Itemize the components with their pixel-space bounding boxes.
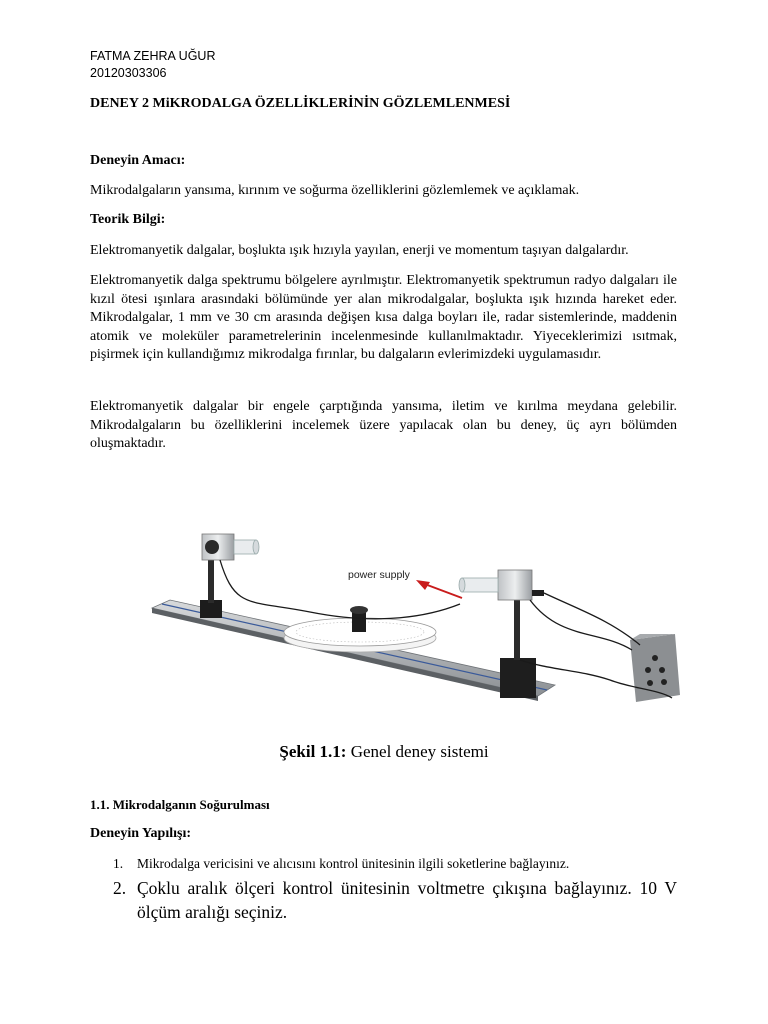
figure-caption <box>0 742 768 762</box>
subsection-heading: 1.1. Mikrodalganın Soğurulması <box>90 797 270 812</box>
caption-label: Şekil 1.1: <box>279 742 347 761</box>
list-item <box>113 877 677 924</box>
setup-heading: Deneyin Yapılışı: <box>90 826 191 841</box>
theory-paragraph-2: Elektromanyetik dalga spektrumu bölgelere ayrılmıştır. Elektromanyetik spektrumun radyo dalgaları ile kızıl ötesi ışınlara arasındaki bölümünde yer alan mikrodalgalar, boşlukta ışık hızında hareket eder. Mikrodalgalar, 1 mm ve 30 cm arasında değişen kısa dalga boyları ile, radar sistemlerinde, maddenin atomik ve moleküler parametrelerinin incelenmesinde kullanılmaktadır. Yiyeceklerimizi ısıtmak, pişirmek için kullandığımız mikrodalga fırınlar, bu dalgaların evlerimizdeki uygulamasıdır. <box>90 273 677 363</box>
author-name: FATMA ZEHRA UĞUR <box>90 49 216 63</box>
list-item-number: 2. <box>113 878 127 898</box>
aim-text: Mikrodalgaların yansıma, kırınım ve soğurma özelliklerini gözlemlemek ve açıklamak. <box>90 183 580 198</box>
power-supply-label: power supply <box>348 569 410 581</box>
theory-paragraph-3: Elektromanyetik dalgalar bir engele çarptığında yansıma, iletim ve kırılma meydana gelebilir. Mikrodalgaların bu özelliklerini incelemek üzere yapılacak olan bu deney, üç ayrı bölümden oluşmaktadır. <box>90 399 677 452</box>
aim-heading: Deneyin Amacı: <box>90 153 186 168</box>
document-title: DENEY 2 MiKRODALGA ÖZELLİKLERİNİN GÖZLEMLENMESİ <box>90 96 511 111</box>
transmitter-unit <box>200 534 259 618</box>
annotation-arrow <box>416 580 462 598</box>
caption-text: Genel deney sistemi <box>346 742 489 761</box>
theory-heading: Teorik Bilgi: <box>90 212 166 227</box>
list-item-number: 1. <box>113 856 124 871</box>
list-item <box>113 856 569 872</box>
theory-paragraph-1: Elektromanyetik dalgalar, boşlukta ışık hızıyla yayılan, enerji ve momentum taşıyan dalgalardır. <box>90 243 629 258</box>
goniometer-disc <box>284 606 436 652</box>
list-item-text: Çoklu aralık ölçeri kontrol ünitesinin voltmetre çıkışına bağlayınız. 10 V ölçüm aralığı seçiniz. <box>137 878 677 922</box>
experiment-setup-figure <box>140 520 680 710</box>
author-id: 20120303306 <box>90 66 167 80</box>
list-item-text: Mikrodalga vericisini ve alıcısını kontrol ünitesinin ilgili soketlerine bağlayınız. <box>137 856 570 871</box>
author-block <box>90 48 215 82</box>
